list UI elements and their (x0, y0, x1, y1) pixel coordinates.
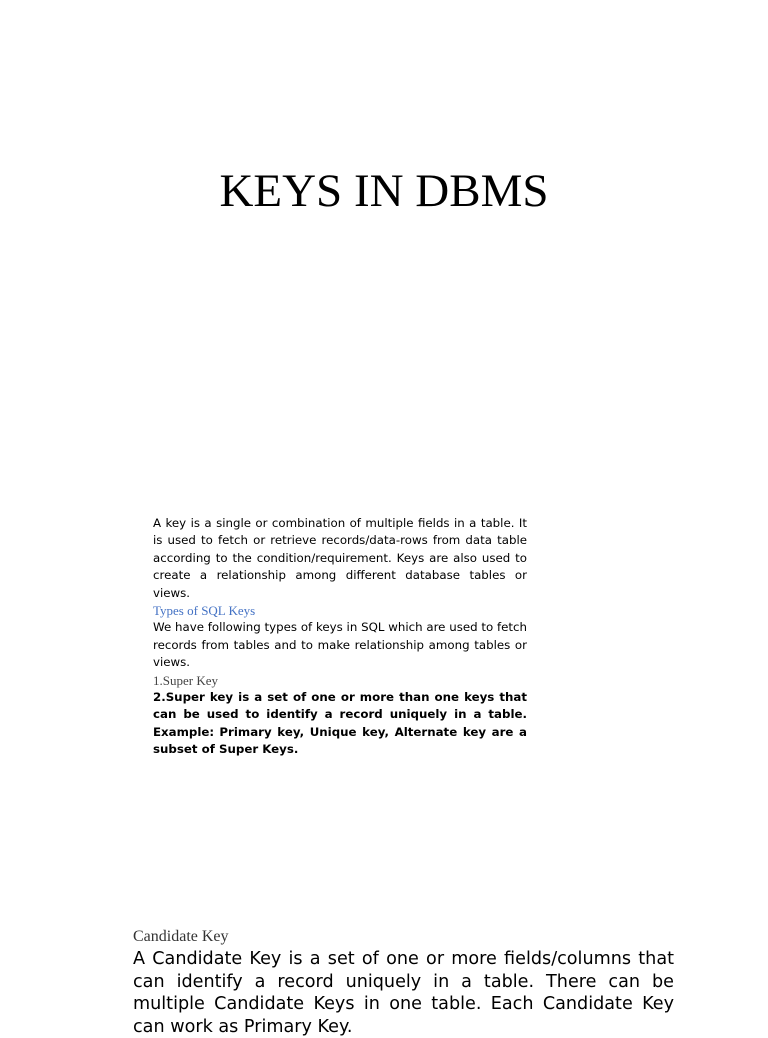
intro-paragraph: A key is a single or combination of multiple fields in a table. It is used to fetch or retrieve records/data-rows from data table according to the condition/requirement. Keys are also used to create a relationship among different database tables or views. (153, 516, 527, 600)
types-of-sql-keys-heading[interactable]: Types of SQL Keys (153, 603, 256, 619)
candidate-key-heading: Candidate Key (133, 928, 229, 945)
page-title: KEYS IN DBMS (219, 165, 549, 217)
candidate-key-section (133, 926, 674, 1038)
types-paragraph: We have following types of keys in SQL which are used to fetch records from tables and to make relationship among tables or views. (153, 620, 527, 670)
super-key-heading: 1.Super Key (153, 672, 218, 688)
super-key-paragraph (153, 689, 527, 759)
super-key-text: 2.Super key is a set of one or more than one keys that can be used to identify a record uniquely in a table. (153, 690, 527, 722)
example-text: Primary key, Unique key, Alternate key are a subset of Super Keys. (153, 724, 528, 757)
candidate-key-paragraph: A Candidate Key is a set of one or more fields/columns that can identify a record uniquely in a table. There can be multiple Candidate Keys in one table. Each Candidate Key can work as Primary Key. (133, 949, 674, 1037)
example-label: Example: (153, 724, 215, 739)
intro-section (153, 515, 527, 759)
